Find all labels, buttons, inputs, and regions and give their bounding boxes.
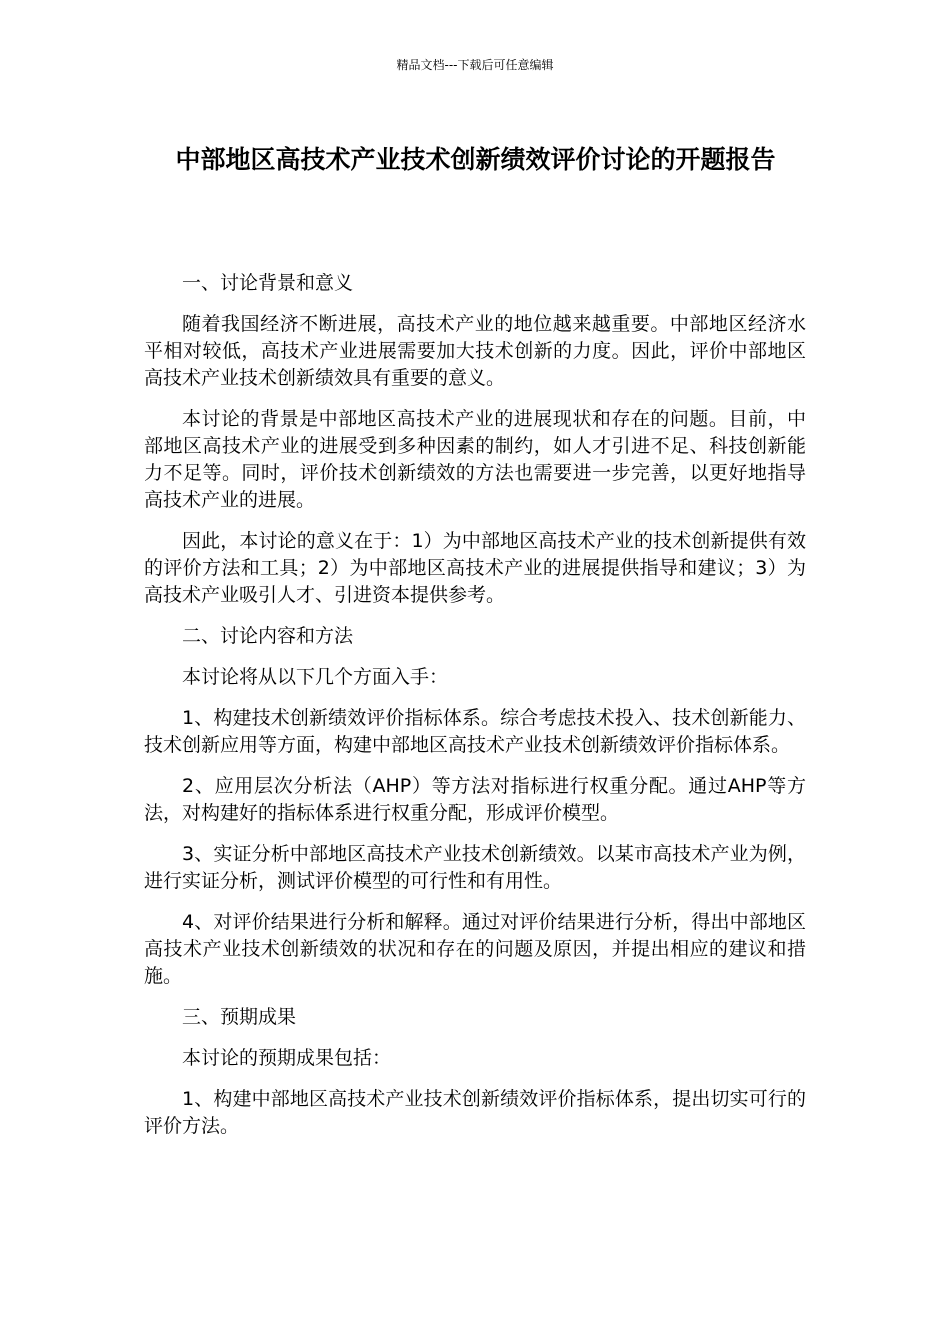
paragraph: 随着我国经济不断进展，高技术产业的地位越来越重要。中部地区经济水平相对较低，高技术产业进展需要加大技术创新的力度。因此，评价中部地区高技术产业技术创新绩效具有重要的意义。 <box>144 313 806 389</box>
paragraph: 本讨论的预期成果包括： <box>182 1047 392 1069</box>
section-heading-background: 一、讨论背景和意义 <box>182 272 354 294</box>
list-item: 4、对评价结果进行分析和解释。通过对评价结果进行分析，得出中部地区高技术产业技术创新绩效的状况和存在的问题及原因，并提出相应的建议和措施。 <box>144 911 806 987</box>
paragraph: 本讨论将从以下几个方面入手： <box>182 666 449 688</box>
document-title: 中部地区高技术产业技术创新绩效评价讨论的开题报告 <box>175 145 776 174</box>
list-item: 1、构建中部地区高技术产业技术创新绩效评价指标体系，提出切实可行的评价方法。 <box>144 1088 806 1137</box>
list-item: 1、构建技术创新绩效评价指标体系。综合考虑技术投入、技术创新能力、技术创新应用等方面，构建中部地区高技术产业技术创新绩效评价指标体系。 <box>144 707 806 756</box>
list-item: 2、应用层次分析法（AHP）等方法对指标进行权重分配。通过AHP等方法，对构建好的指标体系进行权重分配，形成评价模型。 <box>144 775 806 824</box>
section-heading-content-methods: 二、讨论内容和方法 <box>182 625 354 647</box>
header-note: 精品文档---下载后可任意编辑 <box>396 58 554 72</box>
section-heading-expected-results: 三、预期成果 <box>182 1006 297 1028</box>
paragraph: 本讨论的背景是中部地区高技术产业的进展现状和存在的问题。目前，中部地区高技术产业的进展受到多种因素的制约，如人才引进不足、科技创新能力不足等。同时，评价技术创新绩效的方法也需要进一步完善，以更好地指导高技术产业的进展。 <box>144 408 806 511</box>
document-body <box>144 270 806 1154</box>
paragraph: 因此，本讨论的意义在于：1）为中部地区高技术产业的技术创新提供有效的评价方法和工具；2）为中部地区高技术产业的进展提供指导和建议；3）为高技术产业吸引人才、引进资本提供参考。 <box>144 530 806 606</box>
list-item: 3、实证分析中部地区高技术产业技术创新绩效。以某市高技术产业为例，进行实证分析，测试评价模型的可行性和有用性。 <box>144 843 806 892</box>
